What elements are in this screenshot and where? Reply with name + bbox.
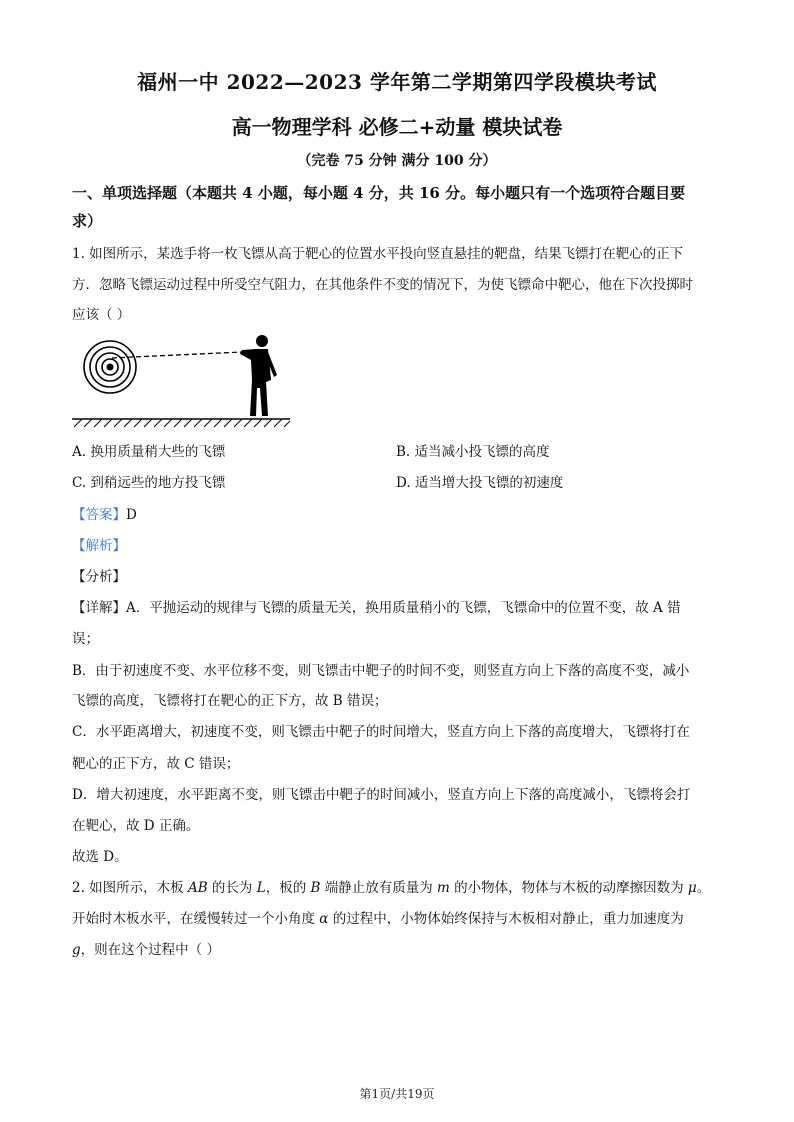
option-a: A. 换用质量稍大些的飞镖 bbox=[72, 444, 226, 460]
answer-label: 【答案】 bbox=[72, 507, 126, 523]
exam-subtitle: 高一物理学科 必修二+动量 模块试卷 bbox=[231, 115, 563, 139]
conclusion-text: 故选 D。 bbox=[72, 849, 128, 865]
page-footer: 第1页/共19页 bbox=[359, 1087, 435, 1101]
option-c: C. 到稍远些的地方投飞镖 bbox=[72, 475, 226, 491]
analysis-label: 【解析】 bbox=[72, 538, 126, 554]
question-1-stem-end: 应该（ ） bbox=[72, 307, 131, 323]
question-2-stem-end: g，则在这个过程中（ ） bbox=[72, 942, 220, 958]
detail-text: 飞镖的高度，飞镖将打在靶心的正下方，故 B 错误； bbox=[72, 693, 388, 709]
breakdown-label: 【分析】 bbox=[72, 569, 126, 585]
player-silhouette-icon bbox=[240, 335, 277, 416]
question-1-stem: 1. 如图所示，某选手将一枚飞镖从高于靶心的位置水平投向竖直悬挂的靶盘，结果飞镖打在靶心的正下 bbox=[72, 246, 684, 262]
detail-text: 【详解】A．平抛运动的规律与飞镖的质量无关，换用质量稍小的飞镖，飞镖命中的位置不变，故 A 错 bbox=[72, 600, 681, 616]
section-heading: 一、单项选择题（本题共 4 小题，每小题 4 分，共 16 分。每小题只有一个选项符合题目要 bbox=[72, 184, 686, 202]
option-d: D. 适当增大投飞镖的初速度 bbox=[396, 475, 564, 491]
section-heading-cont: 求） bbox=[72, 212, 103, 230]
question-2-stem: 2. 如图所示，木板 AB 的长为 L，板的 B 端静止放有质量为 m 的小物体，物体与木板的动摩擦因数为 μ。 bbox=[72, 880, 711, 896]
detail-text: D．增大初速度，水平距离不变，则飞镖击中靶子的时间减小，竖直方向上下落的高度减小，飞镖将会打 bbox=[72, 787, 691, 803]
detail-text: B．由于初速度不变、水平位移不变，则飞镖击中靶子的时间不变，则竖直方向上下落的高度不变，减小 bbox=[72, 663, 690, 679]
target-board-icon bbox=[84, 341, 136, 393]
exam-title: 福州一中 2022—2023 学年第二学期第四学段模块考试 bbox=[137, 70, 657, 94]
detail-text: 在靶心，故 D 正确。 bbox=[72, 818, 200, 834]
option-b: B. 适当减小投飞镖的高度 bbox=[396, 444, 550, 460]
dart-target-figure bbox=[72, 330, 292, 430]
answer-value: D bbox=[126, 507, 137, 523]
ground-hatching bbox=[74, 419, 290, 427]
question-1-stem-cont: 方．忽略飞镖运动过程中所受空气阻力，在其他条件不变的情况下，为使飞镖命中靶心，他在下次投掷时 bbox=[72, 277, 693, 293]
detail-text: C．水平距离增大，初速度不变，则飞镖击中靶子的时间增大，竖直方向上下落的高度增大，飞镖将打在 bbox=[72, 724, 690, 740]
exam-duration: （完卷 75 分钟 满分 100 分） bbox=[297, 153, 497, 169]
answer-line bbox=[72, 505, 732, 525]
question-2-stem-cont: 开始时木板水平，在缓慢转过一个小角度 α 的过程中，小物体始终保持与木板相对静止，重力加速度为 bbox=[72, 911, 684, 927]
detail-text: 误； bbox=[72, 631, 99, 647]
detail-text: 靶心的正下方，故 C 错误； bbox=[72, 756, 240, 772]
